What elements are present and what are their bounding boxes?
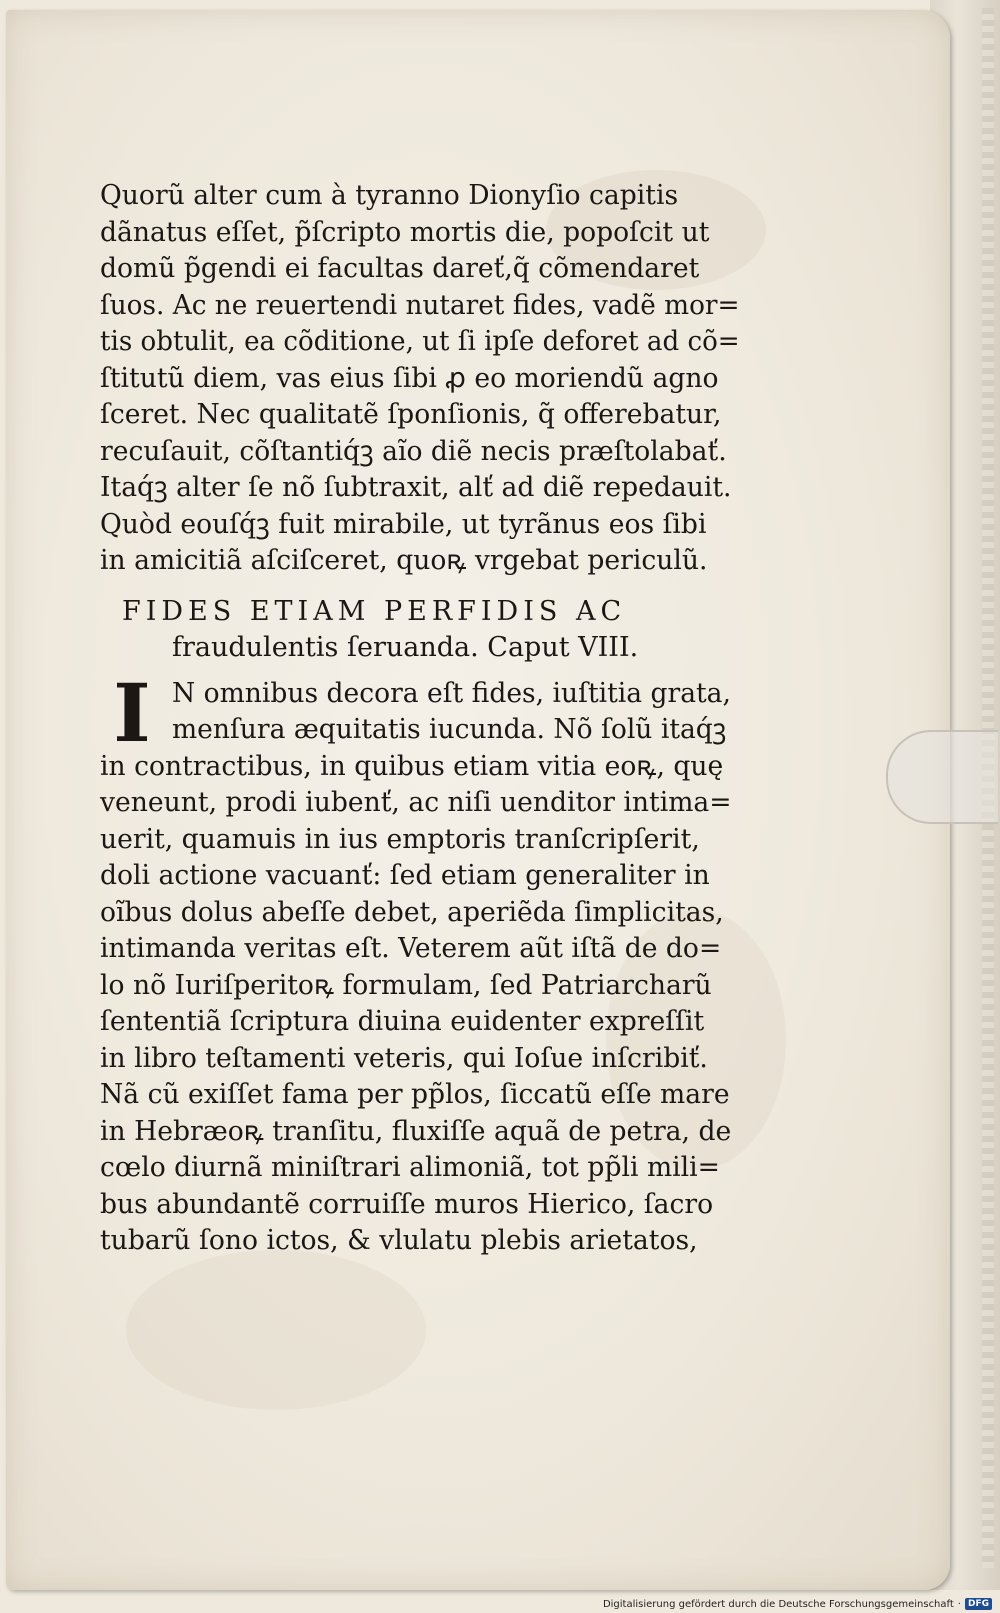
text-block (100, 178, 750, 1260)
text-line: ſtitutũ diem, vas eius ſibi ꝓ eo moriendũ agno (100, 362, 719, 394)
dfg-logo: DFG (965, 1598, 992, 1610)
text-line: tis obtulit, ea cõditione, ut ſi ipſe deforet ad cõ= (100, 326, 740, 357)
paper-stain (126, 1250, 426, 1410)
chapter-heading-line1: FIDES ETIAM PERFIDIS AC (122, 595, 627, 627)
text-line: Nã cũ exiſſet fama per pp̃los, ſiccatũ eſſe mare (100, 1079, 730, 1110)
footer-credit: Digitalisierung gefördert durch die Deutsche Forschungsgemeinschaft · DFG (603, 1598, 992, 1610)
text-line: in amicitiã aſciſceret, quoꝶ vrgebat periculũ. (100, 545, 708, 576)
text-line: veneunt, prodi iubenť, ac niſi uenditor intima= (100, 787, 732, 818)
text-line: Itaq́ꝫ alter ſe nõ ſubtraxit, alť ad diẽ repedauit. (100, 472, 732, 503)
paragraph-1 (100, 178, 750, 580)
text-line: Quorũ alter cum à tyranno Dionyſio capitis (100, 180, 679, 211)
paragraph-2 (100, 665, 750, 1260)
text-line: in libro teſtamenti veteris, qui Ioſue inſcribiť. (100, 1042, 708, 1074)
text-line: ſceret. Nec qualitatẽ ſponſionis, q̃ offerebatur, (100, 399, 722, 430)
text-line: bus abundantẽ corruiſſe muros Hierico, ſacro (100, 1188, 714, 1220)
text-line: uerit, quamuis in ius emptoris tranſcripſerit, (100, 823, 700, 855)
text-line: in contractibus, in quibus etiam vitia eoꝶ, quę (100, 750, 724, 782)
text-line: domũ p̃gendi ei facultas dareť,q̃ cõmendaret (100, 253, 700, 284)
text-line: lo nõ Iuriſperitoꝶ formulam, ſed Patriarcharũ (100, 969, 712, 1001)
text-line: ſuos. Ac ne reuertendi nutaret fides, vadẽ mor= (100, 289, 740, 321)
text-line: recuſauit, cõſtantiq́ꝫ aĩo diẽ necis præſtolabať. (100, 435, 727, 467)
text-line: cœlo diurnã miniſtrari alimoniã, tot pp̃li mili= (100, 1152, 720, 1183)
text-line: N omnibus decora eſt fides, iuſtitia grata, (172, 677, 731, 709)
page-clip (886, 730, 998, 824)
text-line: doli actione vacuanť: ſed etiam generaliter in (100, 860, 710, 891)
text-line: ſententiã ſcriptura diuina euidenter expreſſit (100, 1006, 705, 1037)
text-line: menſura æquitatis iucunda. Nõ ſolũ itaq́ꝫ (172, 714, 727, 745)
paragraph-2-lines (100, 665, 750, 1260)
text-line: intimanda veritas eſt. Veterem aũt iſtã de do= (100, 933, 722, 964)
drop-initial: I (113, 665, 151, 760)
text-line: oĩbus dolus abeſſe debet, aperiẽda ſimplicitas, (100, 896, 724, 928)
text-line: tubarũ ſono ictos, & vlulatu plebis arietatos, (100, 1225, 698, 1256)
chapter-heading-line2: fraudulentis ſeruanda. Caput VIII. (172, 631, 639, 663)
text-line: Quòd eouſq́ꝫ fuit mirabile, ut tyrãnus eos ſibi (100, 508, 707, 540)
text-line: dãnatus eſſet, p̃ſcripto mortis die, popoſcit ut (100, 216, 710, 248)
footer-text: Digitalisierung gefördert durch die Deutsche Forschungsgemeinschaft (602, 1598, 954, 1610)
text-line: in Hebræoꝶ tranſitu, fluxiſſe aquã de petra, de (100, 1115, 732, 1147)
